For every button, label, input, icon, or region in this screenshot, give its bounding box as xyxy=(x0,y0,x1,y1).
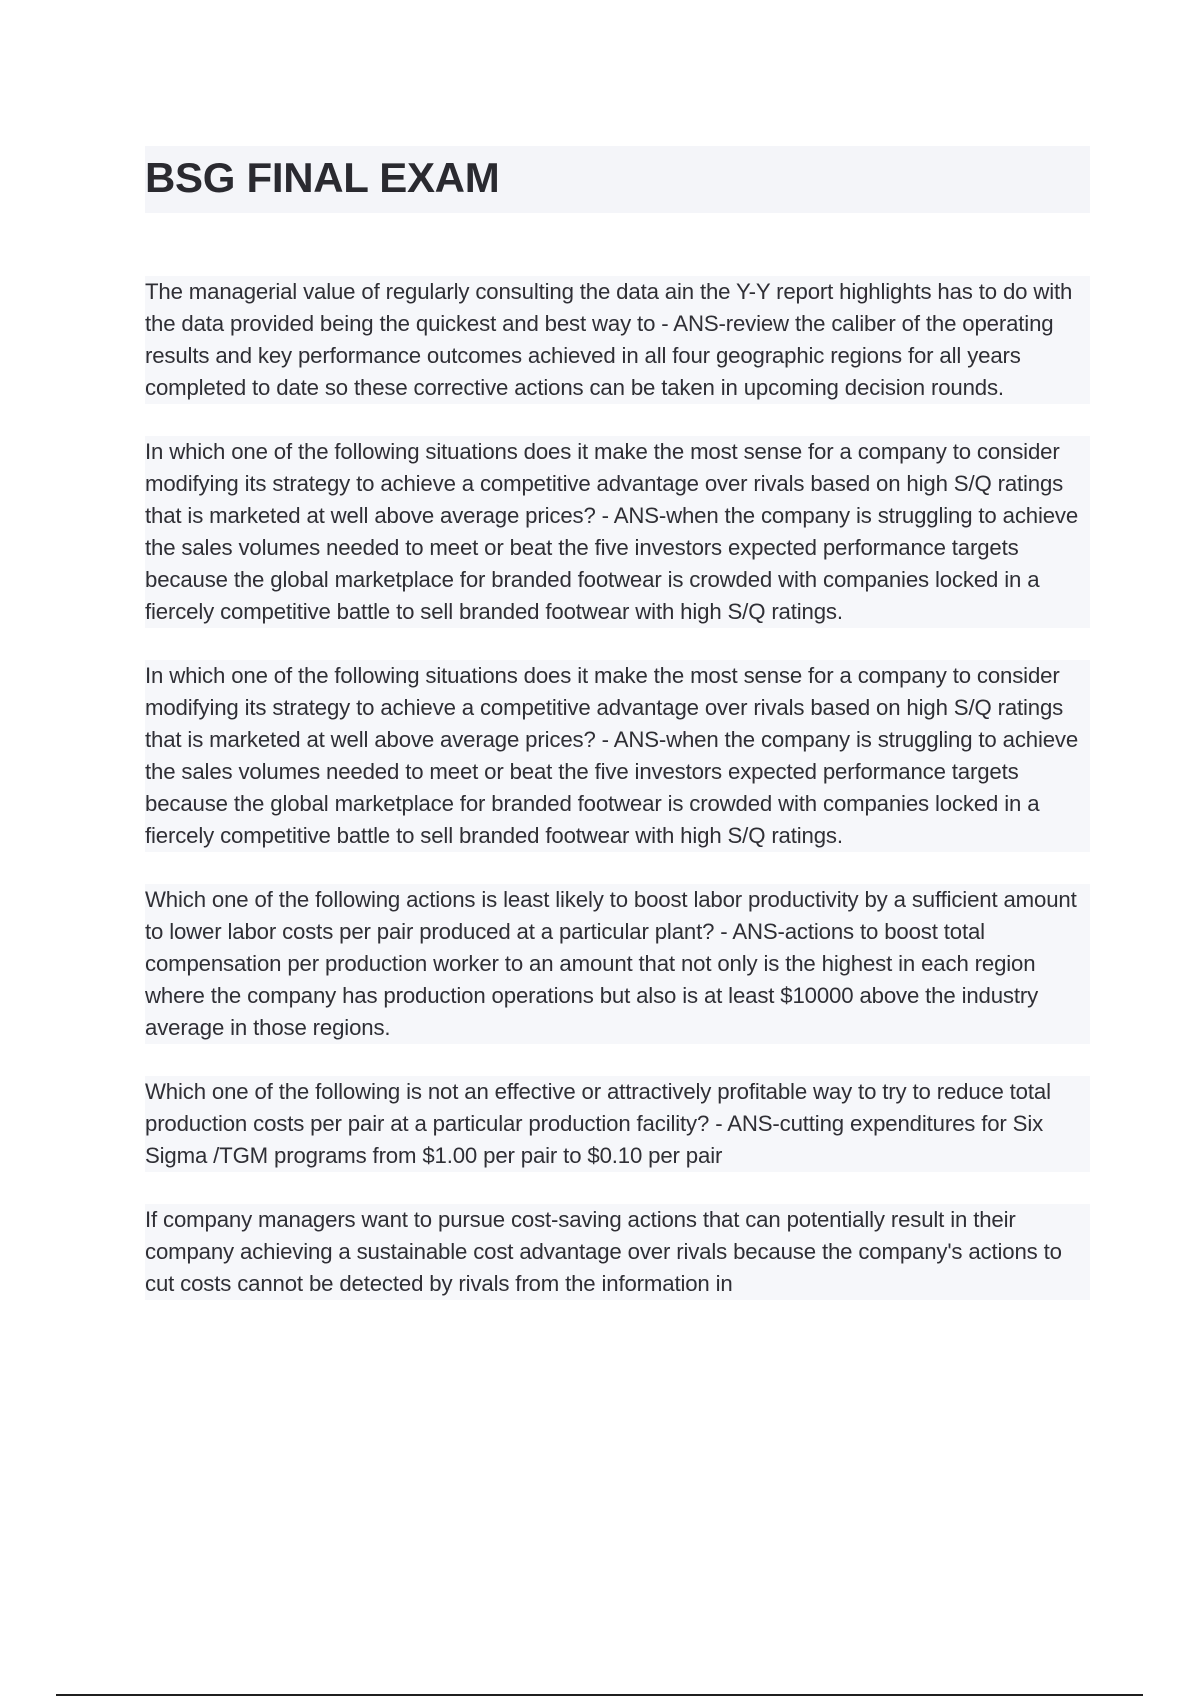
qa-paragraph-4: Which one of the following actions is least likely to boost labor productivity by a sufficient amount to lower labor costs per pair produced at a particular plant? - ANS-actions to boost total compensation per production worker to an amount that not only is the highest in each region where the company has production operations but also is at least $10000 above the industry average in those regions. xyxy=(145,884,1090,1044)
footer-divider xyxy=(56,1694,1143,1696)
document-body xyxy=(145,276,1090,1332)
qa-paragraph-2: In which one of the following situations does it make the most sense for a company to consider modifying its strategy to achieve a competitive advantage over rivals based on high S/Q ratings that is marketed at well above average prices? - ANS-when the company is struggling to achieve the sales volumes needed to meet or beat the five investors expected performance targets because the global marketplace for branded footwear is crowded with companies locked in a fiercely competitive battle to sell branded footwear with high S/Q ratings. xyxy=(145,436,1090,628)
title-block xyxy=(145,146,1090,213)
document-title: BSG FINAL EXAM xyxy=(145,154,500,201)
qa-paragraph-1: The managerial value of regularly consulting the data ain the Y-Y report highlights has to do with the data provided being the quickest and best way to - ANS-review the caliber of the operating results and key performance outcomes achieved in all four geographic regions for all years completed to date so these corrective actions can be taken in upcoming decision rounds. xyxy=(145,276,1090,404)
qa-paragraph-5: Which one of the following is not an effective or attractively profitable way to try to reduce total production costs per pair at a particular production facility? - ANS-cutting expenditures for Six Sigma /TGM programs from $1.00 per pair to $0.10 per pair xyxy=(145,1076,1090,1172)
qa-paragraph-3: In which one of the following situations does it make the most sense for a company to consider modifying its strategy to achieve a competitive advantage over rivals based on high S/Q ratings that is marketed at well above average prices? - ANS-when the company is struggling to achieve the sales volumes needed to meet or beat the five investors expected performance targets because the global marketplace for branded footwear is crowded with companies locked in a fiercely competitive battle to sell branded footwear with high S/Q ratings. xyxy=(145,660,1090,852)
qa-paragraph-6: If company managers want to pursue cost-saving actions that can potentially result in their company achieving a sustainable cost advantage over rivals because the company's actions to cut costs cannot be detected by rivals from the information in xyxy=(145,1204,1090,1300)
